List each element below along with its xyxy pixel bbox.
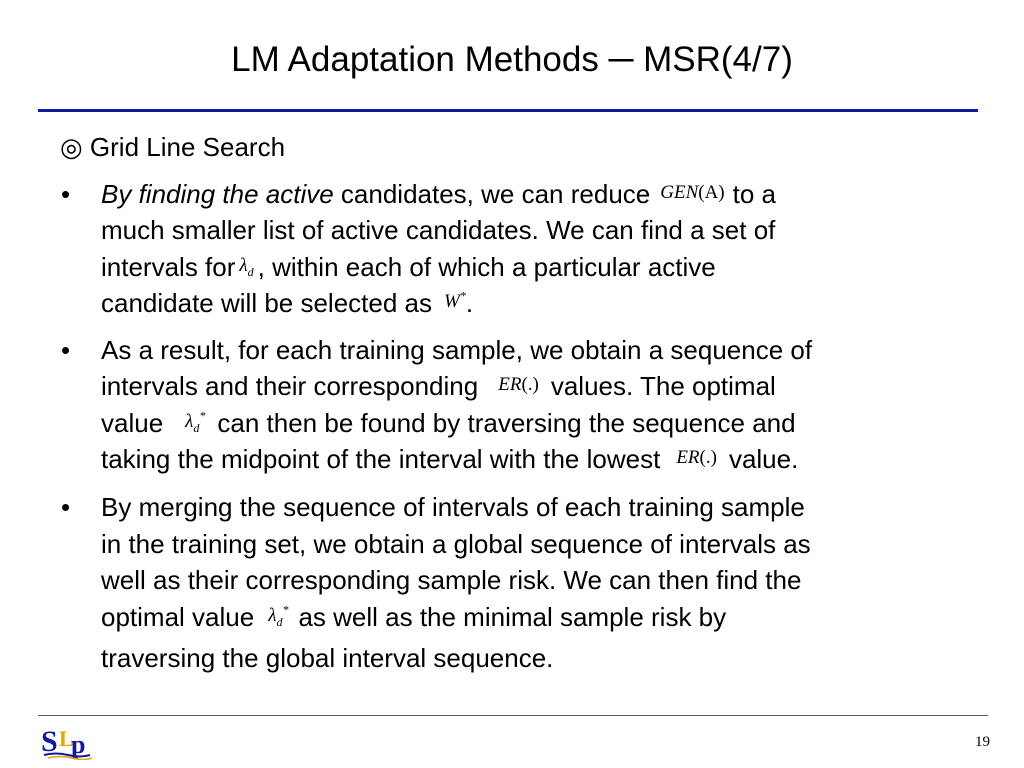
slp-logo: [40, 722, 94, 760]
bullet-2-line-1: As a result, for each training sample, we obtain a sequence of: [101, 335, 813, 365]
slide-title: LM Adaptation Methods ─ MSR(4/7): [231, 40, 793, 79]
section-heading-label: Grid Line Search: [89, 132, 286, 162]
svg-text:p: p: [71, 730, 86, 759]
er-formula: ER(.): [676, 447, 717, 468]
bullet-1-line-2: much smaller list of active candidates. We can find a set of: [101, 215, 776, 245]
bullet-2-line-3: value $\lambda_d^*$ can then be found by traversing the sequence and: [101, 408, 796, 438]
bullet-3-line-4: optimal value $\lambda_d^*$ as well as the minimal sample risk by: [101, 602, 727, 632]
italic-phrase: By finding the active: [101, 179, 334, 209]
bullet-marker: •: [61, 492, 71, 522]
bullet-1-line-4: candidate will be selected as W*.: [101, 288, 474, 318]
bullet-1-line-1: By finding the active candidates, we can reduce GEN(A) to a: [101, 179, 777, 209]
bullet-2-line-4: taking the midpoint of the interval with the lowest ER(.) value.: [101, 444, 799, 474]
svg-text:L: L: [59, 726, 74, 751]
bullet-1-line-3: intervals for $\lambda_d$ , within each of which a particular active: [101, 252, 716, 282]
er-formula: ER(.): [498, 374, 539, 395]
bullet-3-line-3: well as their corresponding sample risk. We can then find the: [101, 565, 802, 595]
bullet-marker: •: [61, 335, 71, 365]
footer-divider: [38, 715, 988, 716]
w-star-formula: W*: [443, 288, 466, 312]
page-number: 19: [975, 734, 990, 750]
lambda-d-star-formula: $\lambda_d^*$: [185, 408, 206, 435]
lambda-d-star-formula: $\lambda_d^*$: [268, 602, 289, 629]
lambda-d-formula: $\lambda_d$: [239, 255, 254, 279]
bullet-3-line-2: in the training set, we obtain a global sequence of intervals as: [101, 529, 811, 559]
bullet-3-line-5: traversing the global interval sequence.: [101, 643, 554, 673]
bullet-2-line-2: intervals and their corresponding ER(.) values. The optimal: [101, 371, 776, 401]
gen-a-formula: GEN(A): [660, 182, 725, 203]
double-circle-marker: ◎: [60, 132, 83, 162]
section-heading: [60, 131, 285, 163]
title-divider: [38, 109, 978, 112]
svg-text:S: S: [41, 725, 58, 758]
bullet-marker: •: [61, 179, 71, 209]
bullet-3-line-1: By merging the sequence of intervals of each training sample: [101, 492, 805, 522]
